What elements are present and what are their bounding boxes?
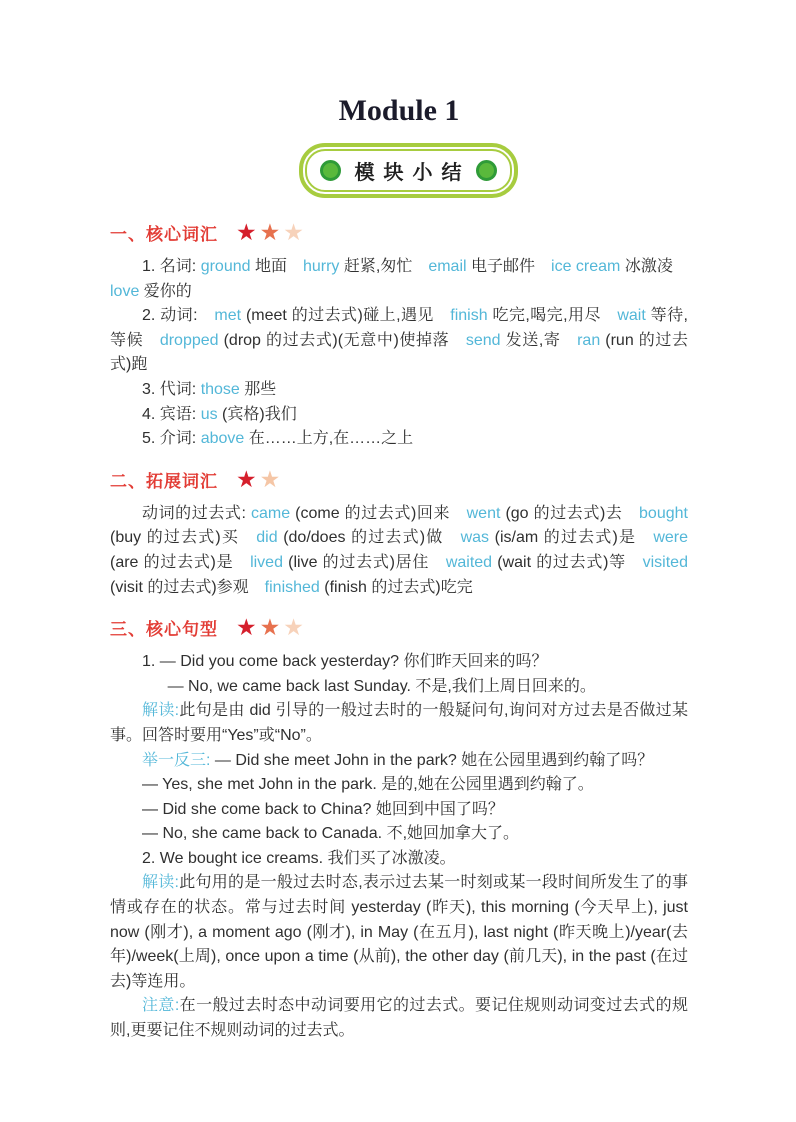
text-run: — Did she meet John in the park? 她在公园里遇到约翰了吗？ bbox=[214, 751, 654, 769]
text-run: (do/does 的过去式)做 bbox=[277, 529, 461, 547]
keyword-english: love bbox=[110, 282, 140, 300]
text-run: 发送,寄 bbox=[500, 331, 578, 349]
section-heading: 二、拓展词汇 bbox=[110, 471, 218, 491]
text-run: 吃完,喝完,用尽 bbox=[487, 307, 618, 325]
star-icon: ★ bbox=[236, 614, 257, 641]
section-heading-row bbox=[110, 220, 688, 245]
text-run: 2. 动词: bbox=[142, 307, 215, 325]
paragraph bbox=[110, 699, 688, 748]
star-rating bbox=[236, 616, 304, 639]
paragraph bbox=[110, 502, 688, 600]
section-heading-row bbox=[110, 615, 688, 640]
paragraph bbox=[110, 749, 688, 774]
keyword-english: went bbox=[466, 504, 501, 522]
badge-outer-border bbox=[299, 143, 518, 198]
text-run: 4. 宾语: bbox=[142, 405, 201, 423]
text-run: (buy 的过去式)买 bbox=[110, 529, 257, 547]
star-icon: ★ bbox=[259, 219, 281, 245]
text-run: — No, we came back last Sunday. 不是,我们上周日回来的。 bbox=[167, 677, 596, 695]
star-icon: ★ bbox=[259, 465, 281, 492]
badge-inner-border bbox=[305, 149, 512, 192]
paragraph bbox=[110, 798, 688, 823]
keyword-english: ground bbox=[200, 258, 251, 275]
badge-dot-right-icon bbox=[476, 160, 497, 181]
text-run: 爱你的 bbox=[139, 282, 192, 300]
text-run: 那些 bbox=[239, 380, 277, 398]
text-run: 此句用的是一般过去时态,表示过去某一时刻或某一段时间所发生了的事情或存在的状态。常与过去时间 yesterday (昨天), this morning (今天早上), just now (刚才), a moment ago (刚才), in May (在五月), last night (昨天晚上)/year(去年)/week(上周), once upon a time (从前), the other day (前几天), in the past (在过去)等连用。 bbox=[110, 874, 688, 990]
star-rating bbox=[236, 221, 304, 244]
text-run: 3. 代词: bbox=[142, 380, 201, 398]
section-body bbox=[110, 650, 688, 1044]
keyword-english: us bbox=[200, 405, 218, 423]
star-rating bbox=[236, 465, 281, 492]
text-run: — No, she came back to Canada. 不,她回加拿大了。 bbox=[142, 825, 520, 843]
keyword-english: visited bbox=[642, 553, 688, 571]
keyword-english: dropped bbox=[159, 331, 219, 349]
keyword-english: 举一反三: bbox=[142, 751, 215, 769]
text-run: (is/am 的过去式)是 bbox=[489, 529, 654, 547]
paragraph bbox=[110, 822, 688, 847]
keyword-english: finished bbox=[264, 578, 320, 596]
star-icon: ★ bbox=[259, 614, 281, 641]
section-extended-vocabulary bbox=[110, 467, 688, 600]
paragraph bbox=[110, 650, 688, 675]
paragraph bbox=[110, 847, 688, 872]
section-heading: 三、核心句型 bbox=[110, 620, 218, 640]
text-run: 在一般过去时态中动词要用它的过去式。要记住规则动词变过去式的规则,更要记住不规则动词的过去式。 bbox=[110, 997, 688, 1040]
star-icon: ★ bbox=[236, 219, 257, 245]
text-run: 动词的过去式: bbox=[142, 504, 251, 522]
paragraph bbox=[110, 304, 688, 378]
paragraph bbox=[110, 403, 688, 428]
section-heading-row bbox=[110, 467, 688, 492]
text-run: (visit 的过去式)参观 bbox=[110, 578, 265, 596]
paragraph bbox=[110, 994, 688, 1043]
keyword-english: 解读: bbox=[142, 702, 180, 720]
page-title: Module 1 bbox=[338, 94, 460, 127]
section-heading: 一、核心词汇 bbox=[110, 225, 218, 244]
keyword-english: above bbox=[200, 430, 245, 448]
star-icon: ★ bbox=[283, 614, 304, 641]
text-run: 1. 名词: bbox=[142, 258, 201, 275]
text-run: 5. 介词: bbox=[142, 430, 201, 448]
text-run: (wait 的过去式)等 bbox=[492, 553, 643, 571]
section-body bbox=[110, 502, 688, 600]
star-icon: ★ bbox=[236, 465, 257, 492]
text-run: 电子邮件 bbox=[466, 258, 552, 275]
paragraph bbox=[110, 871, 688, 994]
text-run: 在……上方,在……之上 bbox=[244, 430, 414, 448]
text-run: — Yes, she met John in the park. 是的,她在公园里遇到约翰了。 bbox=[142, 776, 594, 794]
keyword-english: ice cream bbox=[551, 258, 621, 275]
keyword-english: was bbox=[460, 529, 490, 547]
text-run: (go 的过去式)去 bbox=[500, 504, 640, 522]
text-run: 赶紧,匆忙 bbox=[339, 258, 429, 275]
text-run: 等待,等候 bbox=[110, 307, 688, 349]
text-run: (meet 的过去式)碰上,遇见 bbox=[241, 307, 451, 325]
paragraph bbox=[110, 255, 688, 280]
keyword-english: 注意: bbox=[142, 997, 180, 1015]
text-run: (run 的过去式)跑 bbox=[110, 331, 688, 374]
paragraph bbox=[110, 280, 688, 305]
paragraph bbox=[110, 675, 688, 700]
keyword-english: finish bbox=[450, 307, 488, 325]
keyword-english: were bbox=[653, 529, 688, 547]
text-run: — Did she come back to China? 她回到中国了吗？ bbox=[142, 800, 504, 818]
keyword-english: came bbox=[250, 504, 291, 522]
text-run: (finish 的过去式)吃完 bbox=[319, 578, 473, 596]
section-body bbox=[110, 255, 688, 452]
text-run: 此句是由 did 引导的一般过去时的一般疑问句,询问对方过去是否做过某事。回答时要用“Yes”或“No”。 bbox=[110, 702, 688, 744]
keyword-english: waited bbox=[445, 553, 493, 571]
badge-label: 模块小结 bbox=[354, 162, 471, 184]
badge-dot-left-icon bbox=[320, 160, 341, 181]
keyword-english: 解读: bbox=[142, 874, 179, 892]
keyword-english: email bbox=[428, 258, 467, 275]
keyword-english: ran bbox=[577, 331, 601, 349]
keyword-english: lived bbox=[250, 553, 283, 571]
paragraph bbox=[110, 378, 688, 403]
keyword-english: met bbox=[214, 307, 242, 325]
text-run: (drop 的过去式)(无意中)使掉落 bbox=[218, 331, 466, 349]
text-run: (live 的过去式)居住 bbox=[282, 553, 446, 571]
module-summary-badge bbox=[128, 143, 688, 198]
text-run: (come 的过去式)回来 bbox=[290, 504, 467, 522]
section-core-sentence-patterns bbox=[110, 615, 688, 1044]
paragraph bbox=[110, 773, 688, 798]
text-run: 地面 bbox=[250, 258, 303, 275]
text-run: 1. — Did you come back yesterday? 你们昨天回来的吗？ bbox=[142, 653, 548, 671]
keyword-english: did bbox=[256, 529, 278, 547]
keyword-english: hurry bbox=[302, 258, 340, 275]
paragraph bbox=[110, 427, 688, 452]
section-core-vocabulary bbox=[110, 220, 688, 452]
star-icon: ★ bbox=[283, 219, 304, 245]
keyword-english: bought bbox=[639, 504, 688, 522]
keyword-english: those bbox=[200, 380, 240, 398]
keyword-english: send bbox=[465, 331, 501, 349]
text-run: (are 的过去式)是 bbox=[110, 553, 251, 571]
text-run: (宾格)我们 bbox=[217, 405, 297, 423]
keyword-english: wait bbox=[617, 307, 646, 325]
text-run: 2. We bought ice creams. 我们买了冰激凌。 bbox=[142, 849, 456, 867]
text-run: 冰激凌 bbox=[620, 258, 673, 275]
